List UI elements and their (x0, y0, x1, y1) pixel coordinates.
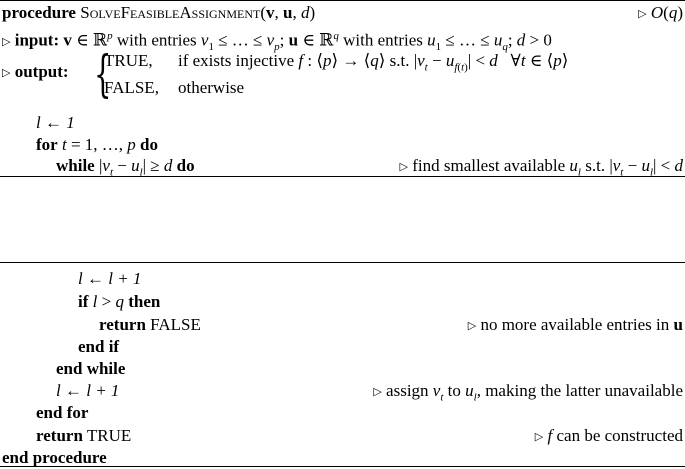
return-true-value: TRUE (86, 426, 132, 445)
comment-triangle-icon: ▷ (399, 161, 408, 173)
incr-outer-statement: l ← l + 1 (56, 381, 120, 400)
end-while-keyword: end while (56, 359, 126, 378)
output-true-value: TRUE, (104, 51, 153, 70)
return-keyword: return (36, 426, 83, 445)
step-for: for t = 1, …, p do (36, 135, 159, 154)
step-end-for (0, 402, 685, 424)
incr-outer-comment: ▷ assign $v_t$ to $u_l$, making the latter unavailable (373, 381, 683, 404)
step-while: while $|v_t - u_l| \ge d$ do ▷ find smallest available $u_l$ s.t. $|v_t - u_l| < d$ (0, 155, 685, 177)
comment-triangle-icon: ▷ (638, 8, 647, 20)
output-false-value: FALSE, (104, 78, 159, 97)
comment-triangle-icon: ▷ (2, 67, 11, 79)
return-true-comment: ▷ f can be constructed (534, 426, 683, 445)
step-return-false (0, 314, 685, 336)
while-comment: ▷ find smallest available $u_l$ s.t. $|v_t - u_l| < d$ (399, 156, 683, 179)
complexity-comment: ▷ O(q) (638, 3, 683, 22)
output-case-true (0, 50, 685, 72)
output-false-condition: otherwise (178, 78, 245, 97)
step-init (0, 112, 685, 134)
for-keyword: for (36, 135, 58, 154)
step-return-true (0, 425, 685, 447)
end-for-keyword: end for (36, 403, 89, 422)
top-rule (0, 0, 685, 1)
step-incr-outer (0, 380, 685, 402)
procedure-keyword: procedure (2, 3, 76, 22)
if-keyword: if (78, 292, 89, 311)
do-keyword: do (140, 135, 159, 154)
return-false-comment: ▷ no more available entries in u (467, 315, 683, 334)
procedure-name: SolveFeasibleAssignment (80, 3, 261, 22)
incr-inner-statement: l ← l + 1 (78, 269, 142, 288)
comment-triangle-icon: ▷ (467, 320, 477, 332)
init-statement: l ← 1 (36, 113, 75, 132)
do-keyword: do (176, 156, 195, 175)
comment-triangle-icon: ▷ (373, 386, 382, 398)
return-keyword: return (99, 315, 146, 334)
input-label: input: (14, 30, 60, 50)
step-end-while (0, 358, 685, 380)
output-case-false (0, 77, 685, 99)
end-if-keyword: end if (78, 337, 120, 356)
step-incr-inner (0, 268, 685, 290)
input-line: ▷ input: v ∈ ℝ$^p$ with entries $v_1$ ≤ … ≤ $v_p$; u ∈ ℝ$^q$ with entries $u_1$ ≤ … ≤ $u_q$; d > 0 (2, 30, 552, 54)
output-label: output: (14, 62, 69, 81)
procedure-header (0, 2, 685, 24)
comment-triangle-icon: ▷ (534, 431, 544, 443)
output-true-condition: if exists injective f : ⟨p⟩ → ⟨q⟩ s.t. $|v_t - u_{f(t)}| < d$ ∀t ∈ ⟨p⟩ (178, 51, 569, 74)
step-end-if (0, 336, 685, 358)
then-keyword: then (128, 292, 161, 311)
page-break-rule-top (0, 176, 685, 177)
output-brace: { (94, 45, 112, 103)
page-break-rule-bottom (0, 262, 685, 263)
end-procedure-keyword: end procedure (2, 448, 107, 467)
step-if: if l > q then (78, 292, 161, 311)
procedure-args: (v, u, d) (260, 3, 316, 22)
while-keyword: while (56, 156, 95, 175)
return-false-value: FALSE (150, 315, 201, 334)
comment-triangle-icon: ▷ (2, 35, 11, 48)
bottom-rule (0, 466, 685, 467)
